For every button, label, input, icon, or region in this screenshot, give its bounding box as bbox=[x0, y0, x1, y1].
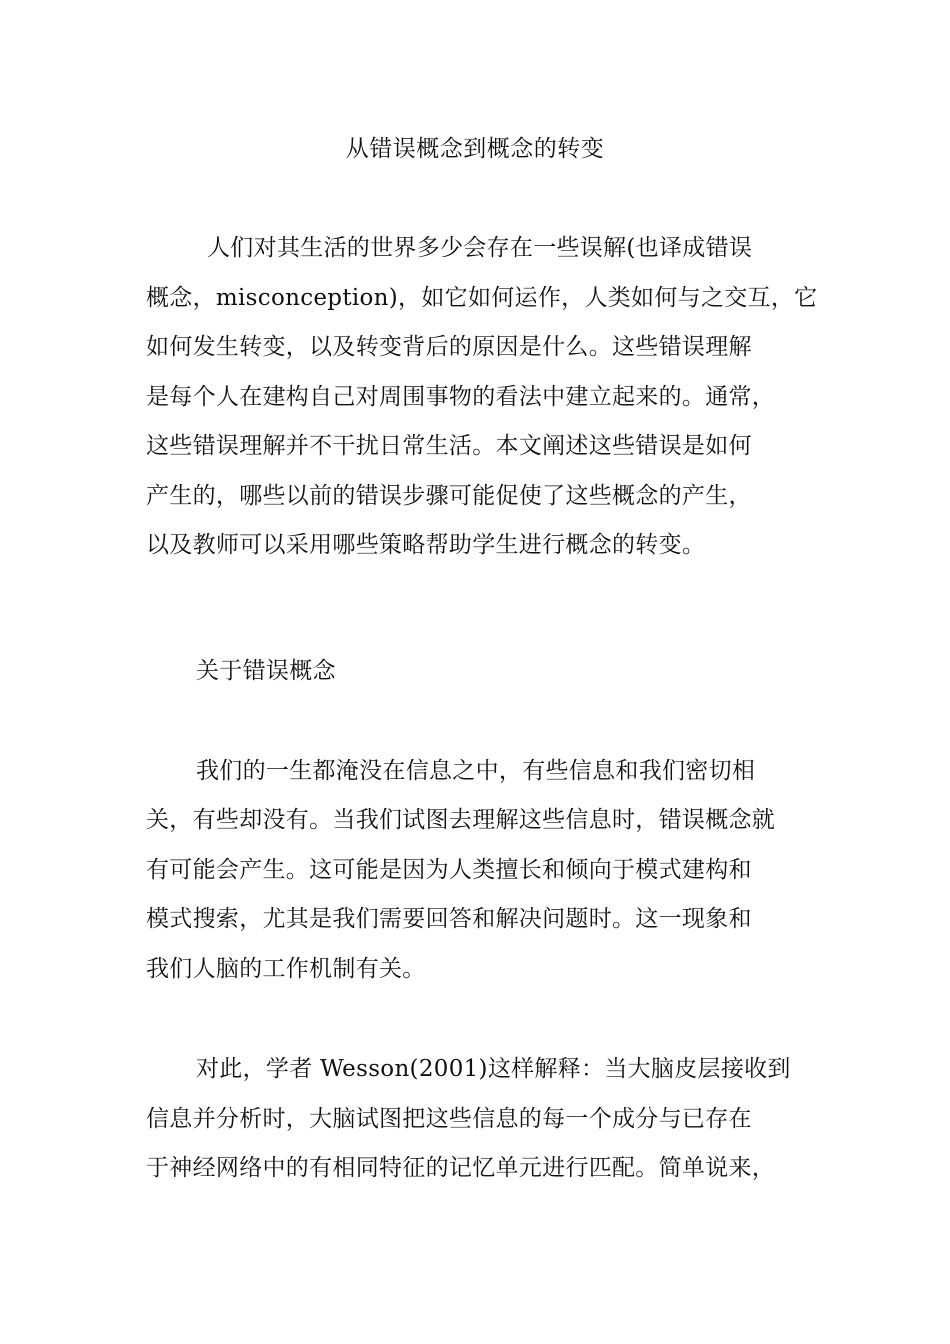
paragraph-2-line-5: 我们人脑的工作机制有关。 bbox=[146, 956, 426, 982]
section-heading: 关于错误概念 bbox=[196, 658, 336, 684]
paragraph-2-line-3: 有可能会产生。这可能是因为人类擅长和倾向于模式建构和 bbox=[146, 857, 752, 883]
paragraph-1-line-1: 人们对其生活的世界多少会存在一些误解(也译成错误 bbox=[207, 235, 753, 261]
document-title: 从错误概念到概念的转变 bbox=[345, 136, 605, 162]
paragraph-1-line-2: 概念，misconception)，如它如何运作，人类如何与之交互，它 bbox=[146, 285, 818, 311]
paragraph-2-line-4: 模式搜索，尤其是我们需要回答和解决问题时。这一现象和 bbox=[146, 906, 752, 932]
paragraph-1-line-7: 以及教师可以采用哪些策略帮助学生进行概念的转变。 bbox=[146, 532, 706, 558]
paragraph-1-line-4: 是每个人在建构自己对周围事物的看法中建立起来的。通常， bbox=[146, 384, 776, 410]
paragraph-3-line-3: 于神经网络中的有相同特征的记忆单元进行匹配。简单说来， bbox=[146, 1155, 776, 1181]
paragraph-1-line-6: 产生的，哪些以前的错误步骤可能促使了这些概念的产生， bbox=[146, 483, 752, 509]
paragraph-1-line-5: 这些错误理解并不干扰日常生活。本文阐述这些错误是如何 bbox=[146, 433, 752, 459]
paragraph-3-line-1: 对此，学者 Wesson(2001)这样解释：当大脑皮层接收到 bbox=[196, 1056, 791, 1082]
paragraph-3-line-2: 信息并分析时，大脑试图把这些信息的每一个成分与已存在 bbox=[146, 1106, 752, 1132]
paragraph-2-line-2: 关，有些却没有。当我们试图去理解这些信息时，错误概念就 bbox=[146, 807, 776, 833]
paragraph-1-line-3: 如何发生转变，以及转变背后的原因是什么。这些错误理解 bbox=[146, 334, 752, 360]
paragraph-2-line-1: 我们的一生都淹没在信息之中，有些信息和我们密切相 bbox=[196, 758, 756, 784]
